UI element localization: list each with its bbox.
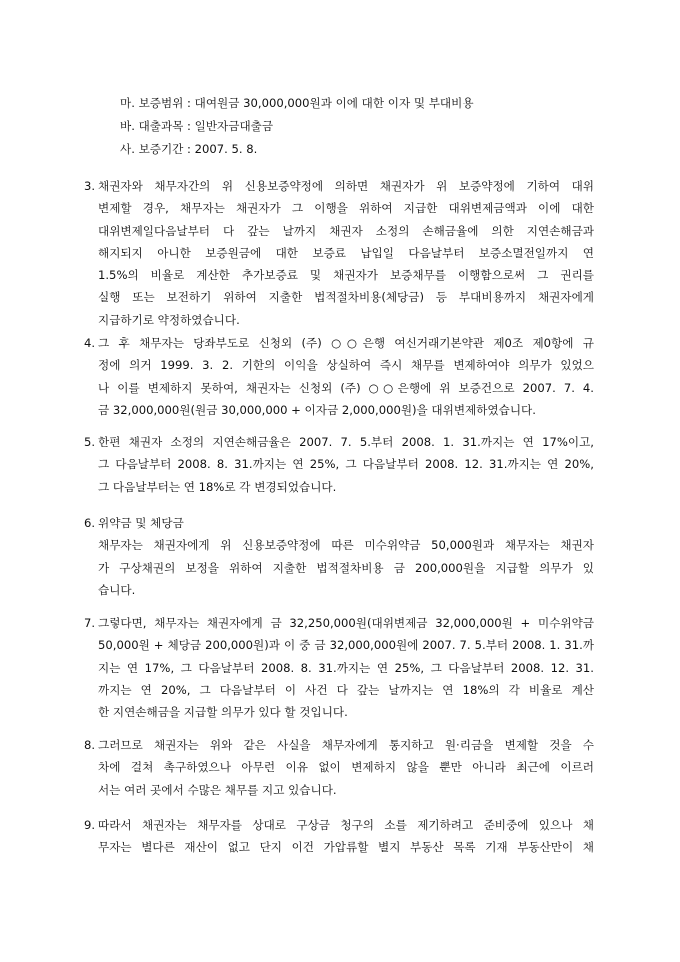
- paragraph-line: 한편 채권자 소정의 지연손해금율은 2007. 7. 5.부터 2008. 1. 31.까지는 연 17%이고,: [98, 435, 594, 449]
- paragraph-line: 그러므로 채권자는 위와 같은 사실을 채무자에게 통지하고 원·리금을 변제할 것을 수: [98, 738, 594, 752]
- paragraph-line: 정에 의거 1999. 3. 2. 기한의 이익을 상실하여 즉시 채무를 변제하여야 의무가 있었으: [98, 358, 594, 373]
- paragraph-line: 한 지연손해금을 지급할 의무가 있다 할 것입니다.: [98, 705, 348, 720]
- sub-item-guarantee-scope: 마. 보증범위 : 대여원금 30,000,000원과 이에 대한 이자 및 부대비용: [120, 96, 474, 110]
- paragraph-line: 서는 여러 곳에서 수많은 채무를 지고 있습니다.: [98, 782, 337, 797]
- paragraph-line: 채권자와 채무자간의 위 신용보증약정에 의하면 채권자가 위 보증약정에 기하여 대위: [98, 179, 594, 193]
- paragraph-number: 9.: [84, 818, 96, 832]
- paragraph-number: 7.: [84, 616, 96, 630]
- paragraph-line: 따라서 채권자는 채무자를 상대로 구상금 청구의 소를 제기하려고 준비중에 있으나 채: [98, 818, 594, 832]
- paragraph-line: 변제할 경우, 채무자는 채권자가 그 이행을 위하여 지급한 대위변제금액과 이에 대한: [98, 201, 594, 216]
- paragraph-line: 무자는 별다른 재산이 없고 단지 이건 가압류할 별지 부동산 목록 기재 부동산만이 채: [98, 840, 594, 855]
- paragraph-number: 5.: [84, 435, 96, 449]
- paragraph-heading: 위약금 및 체당금: [98, 516, 184, 530]
- paragraph-line: 1.5%의 비율로 계산한 추가보증료 및 채권자가 보증채무를 이행함으로써 그 권리를: [98, 268, 594, 283]
- paragraph-5: [84, 431, 594, 498]
- paragraph-number: 6.: [84, 516, 96, 530]
- paragraph-line: 그 다음날부터 2008. 8. 31.까지는 연 25%, 그 다음날부터 2008. 12. 31.까지는 연 20%,: [98, 457, 594, 472]
- paragraph-line: 그 후 채무자는 당좌부도로 신청외 (주) ○○은행 여신거래기본약관 제0조 제0항에 규: [98, 336, 594, 350]
- paragraph-line: 금 32,000,000원(원금 30,000,000 + 이자금 2,000,000원)을 대위변제하였습니다.: [98, 402, 536, 417]
- paragraph-line: 나 이를 변제하지 못하여, 채권자는 신청외 (주) ○○은행에 위 보증건으로 2007. 7. 4.: [98, 380, 594, 395]
- paragraph-line: 그렇다면, 채무자는 채권자에게 금 32,250,000원(대위변제금 32,000,000원 + 미수위약금: [98, 616, 594, 630]
- paragraph-7: [84, 612, 594, 723]
- paragraph-line: 채무자는 채권자에게 위 신용보증약정에 따른 미수위약금 50,000원과 채무자는 채권자: [98, 538, 594, 553]
- sub-item-guarantee-period: 사. 보증기간 : 2007. 5. 8.: [120, 142, 258, 156]
- paragraph-line: 차에 걸쳐 촉구하였으나 아무런 이유 없이 변제하지 않을 뿐만 아니라 최근에 이르러: [98, 760, 594, 775]
- paragraph-line: 가 구상채권의 보정을 위하여 지출한 법적절차비용 금 200,000원을 지급할 의무가 있: [98, 560, 594, 575]
- paragraph-line: 대위변제일다음날부터 다 갚는 날까지 채권자 소정의 손해금율에 의한 지연손해금과: [98, 223, 594, 238]
- paragraph-number: 3.: [84, 179, 96, 193]
- paragraph-line: 지급하기로 약정하였습니다.: [98, 312, 240, 327]
- paragraph-line: 그 다음날부터는 연 18%로 각 변경되었습니다.: [98, 479, 337, 494]
- paragraph-line: 지는 연 17%, 그 다음날부터 2008. 8. 31.까지는 연 25%, 그 다음날부터 2008. 12. 31.: [98, 660, 594, 675]
- paragraph-4: [84, 332, 594, 421]
- paragraph-line: 해지되지 아니한 보증원금에 대한 보증료 납입일 다음날부터 보증소멸전일까지 연: [98, 245, 594, 260]
- paragraph-6: [84, 512, 594, 601]
- paragraph-line: 실행 또는 보전하기 위하여 지출한 법적절차비용(체당금) 등 부대비용까지 채권자에게: [98, 290, 594, 305]
- paragraph-line: 까지는 연 20%, 그 다음날부터 이 사건 다 갚는 날까지는 연 18%의 각 비율로 계산: [98, 682, 594, 697]
- paragraph-number: 8.: [84, 738, 96, 752]
- paragraph-number: 4.: [84, 336, 96, 350]
- paragraph-9: [84, 814, 594, 859]
- paragraph-line: 습니다.: [98, 582, 136, 597]
- paragraph-3: [84, 175, 594, 331]
- paragraph-line: 50,000원 + 체당금 200,000원)과 이 중 금 32,000,000원에 2007. 7. 5.부터 2008. 1. 31.까: [98, 638, 594, 653]
- paragraph-8: [84, 734, 594, 801]
- sub-item-loan-type: 바. 대출과목 : 일반자금대출금: [120, 119, 274, 133]
